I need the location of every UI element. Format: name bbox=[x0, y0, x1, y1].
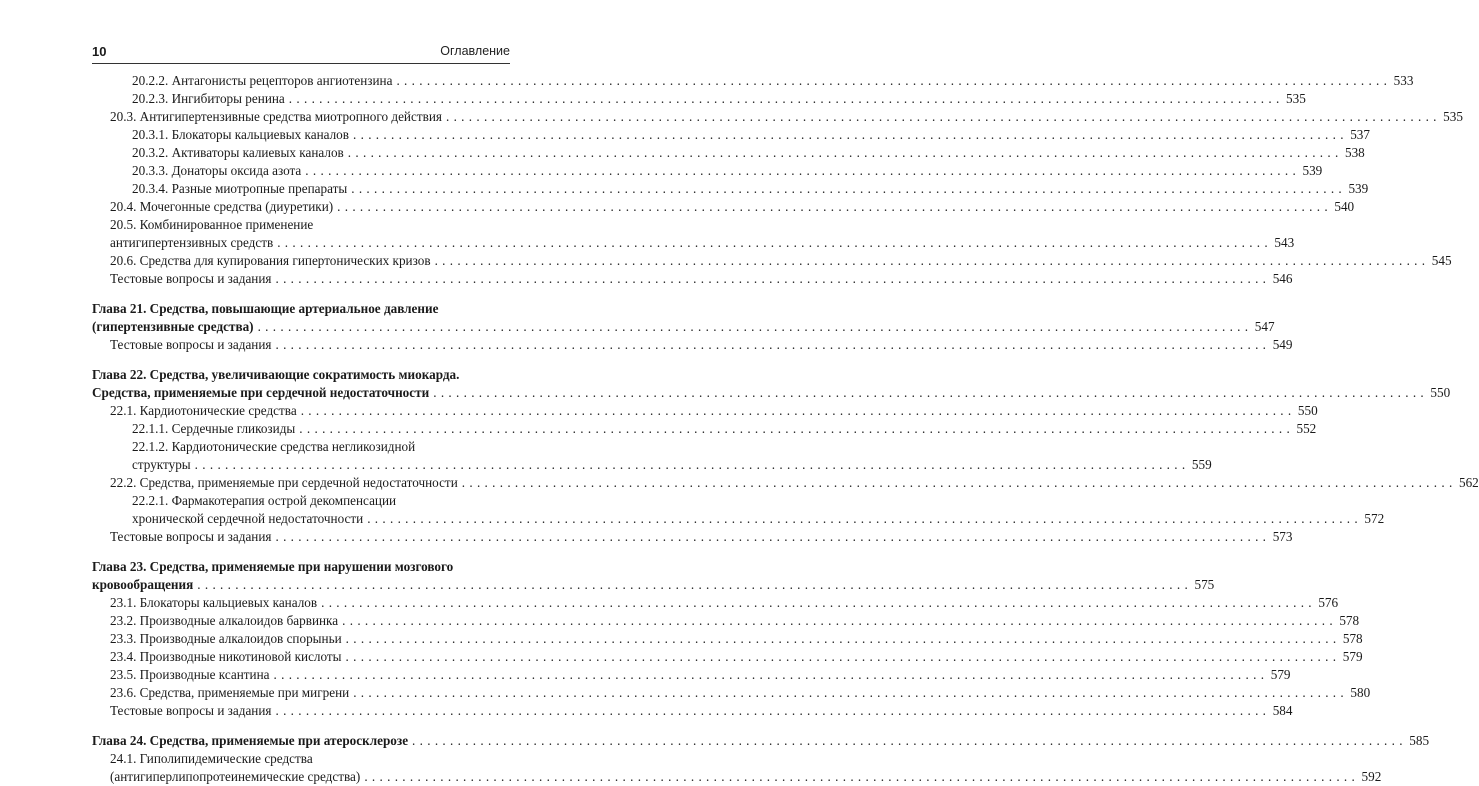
toc-entry: 20.3.1. Блокаторы кальциевых каналов . . . 537 bbox=[92, 126, 510, 144]
toc-entry: 20.4. Мочегонные средства (диуретики) . . . 540 bbox=[92, 198, 510, 216]
toc-entry: 20.2.2. Антагонисты рецепторов ангиотензина . . . 533 bbox=[92, 72, 510, 90]
toc-entry: Тестовые вопросы и задания . . . 546 bbox=[92, 270, 510, 288]
chapter-title-line: Глава 21. Средства, повышающие артериальное давление bbox=[92, 301, 439, 316]
chapter-title-line: Глава 23. Средства, применяемые при нарушении мозгового bbox=[92, 559, 454, 574]
toc-entry: 23.4. Производные никотиновой кислоты . . . 579 bbox=[92, 648, 510, 666]
toc-entry-line: 20.5. Комбинированное применение bbox=[110, 217, 314, 232]
toc-entry: 20.3. Антигипертензивные средства миотропного действия . . . 535 bbox=[92, 108, 510, 126]
toc-entry: Тестовые вопросы и задания . . . 549 bbox=[92, 336, 510, 354]
toc-entry: 23.3. Производные алкалоидов спорыньи . . . 578 bbox=[92, 630, 510, 648]
table-of-contents bbox=[92, 72, 1479, 786]
chapter-entry: (гипертензивные средства) . . . 547 bbox=[92, 318, 510, 336]
toc-entry: 22.1.1. Сердечные гликозиды . . . 552 bbox=[92, 420, 510, 438]
page-number: 10 bbox=[92, 44, 107, 59]
toc-entry: 20.3.2. Активаторы калиевых каналов . . . 538 bbox=[92, 144, 510, 162]
toc-entry: 22.2. Средства, применяемые при сердечной недостаточности . . . 562 bbox=[92, 474, 510, 492]
toc-entry-line: 22.2.1. Фармакотерапия острой декомпенсации bbox=[132, 493, 397, 508]
chapter-entry: Глава 24. Средства, применяемые при атеросклерозе . . . 585 bbox=[92, 732, 510, 750]
header-rule bbox=[92, 63, 510, 64]
chapter-title-line: Глава 22. Средства, увеличивающие сократимость миокарда. bbox=[92, 367, 460, 382]
page-header bbox=[92, 44, 510, 64]
toc-entry: 22.1. Кардиотонические средства . . . 550 bbox=[92, 402, 510, 420]
toc-entry: Тестовые вопросы и задания . . . 584 bbox=[92, 702, 510, 720]
toc-entry: 23.6. Средства, применяемые при мигрени . . . 580 bbox=[92, 684, 510, 702]
toc-entry: 20.3.4. Разные миотропные препараты . . . 539 bbox=[92, 180, 510, 198]
toc-entry: 23.1. Блокаторы кальциевых каналов . . . 576 bbox=[92, 594, 510, 612]
toc-entry: хронической сердечной недостаточности . . . 572 bbox=[92, 510, 510, 528]
toc-entry: (антигиперлипопротеинемические средства) . . . 592 bbox=[92, 768, 510, 786]
toc-entry: структуры . . . 559 bbox=[92, 456, 510, 474]
toc-entry: 20.6. Средства для купирования гипертонических кризов . . . 545 bbox=[92, 252, 510, 270]
toc-entry: 23.2. Производные алкалоидов барвинка . . . 578 bbox=[92, 612, 510, 630]
toc-entry-line: 22.1.2. Кардиотонические средства негликозидной bbox=[132, 439, 416, 454]
toc-entry: 20.2.3. Ингибиторы ренина . . . 535 bbox=[92, 90, 510, 108]
toc-entry-line: 24.1. Гиполипидемические средства bbox=[110, 751, 313, 766]
toc-entry: 20.3.3. Донаторы оксида азота . . . 539 bbox=[92, 162, 510, 180]
toc-entry: антигипертензивных средств . . . 543 bbox=[92, 234, 510, 252]
running-title: Оглавление bbox=[440, 44, 510, 58]
chapter-entry: кровообращения . . . 575 bbox=[92, 576, 510, 594]
chapter-entry: Средства, применяемые при сердечной недостаточности . . . 550 bbox=[92, 384, 510, 402]
toc-entry: Тестовые вопросы и задания . . . 573 bbox=[92, 528, 510, 546]
toc-entry: 23.5. Производные ксантина . . . 579 bbox=[92, 666, 510, 684]
